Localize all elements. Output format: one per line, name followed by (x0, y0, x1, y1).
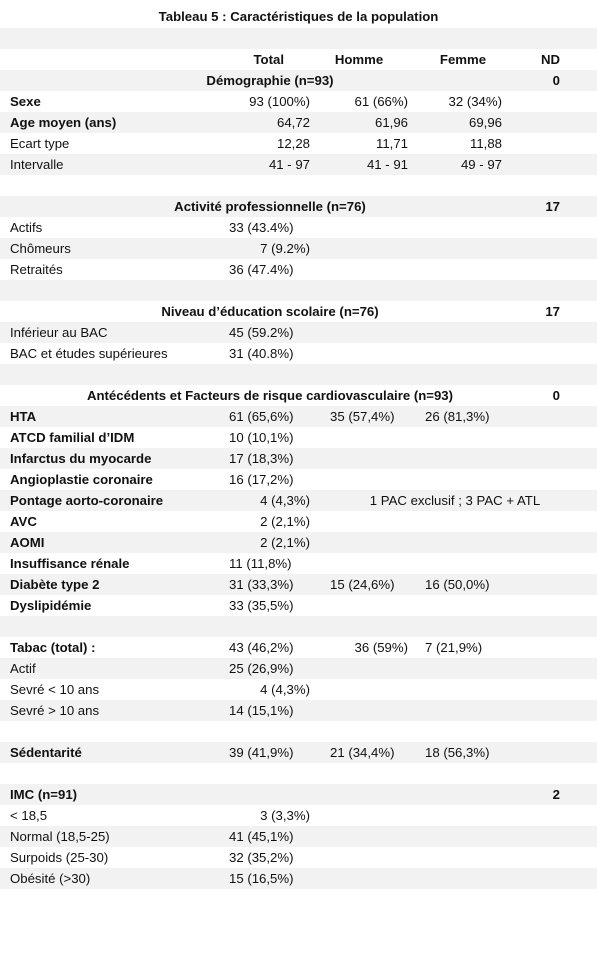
table-row (0, 112, 597, 133)
cell-total: 4 (4,3%) (260, 493, 310, 508)
row-label: HTA (10, 409, 37, 424)
row-label: Angioplastie coronaire (10, 472, 153, 487)
spacer-row (0, 721, 597, 742)
table-row (0, 322, 597, 343)
cell-total: 41 - 97 (268, 157, 310, 172)
cell-total: 12,28 (276, 136, 310, 151)
table-row (0, 154, 597, 175)
table-row (0, 868, 597, 889)
header-homme: Homme (334, 52, 384, 67)
row-label: Age moyen (ans) (10, 115, 117, 130)
cell-femme: 11,88 (469, 136, 502, 151)
table-row (0, 490, 597, 511)
row-label: Inférieur au BAC (10, 325, 108, 340)
row-label: Pontage aorto-coronaire (10, 493, 164, 508)
cell-total: 31 (33,3%) (229, 577, 294, 592)
table-row (0, 574, 597, 595)
table-row (0, 658, 597, 679)
table-row (0, 511, 597, 532)
cell-total: 4 (4,3%) (260, 682, 310, 697)
table-row (0, 133, 597, 154)
cell-femme: 32 (34%) (448, 94, 502, 109)
section-nd: 17 (545, 199, 560, 214)
spacer-row (0, 280, 597, 301)
cell-total: 25 (26,9%) (229, 661, 294, 676)
cell-homme: 61,96 (374, 115, 408, 130)
section-nd: 0 (552, 388, 560, 403)
row-label: Sevré > 10 ans (10, 703, 100, 718)
table (0, 28, 597, 889)
cell-femme: 69,96 (468, 115, 502, 130)
table-row (0, 532, 597, 553)
table-row (0, 826, 597, 847)
header-femme: Femme (439, 52, 487, 67)
section-nd: 17 (545, 304, 560, 319)
header-total: Total (253, 52, 284, 67)
cell-homme: 21 (34,4%) (330, 745, 395, 760)
table-row (0, 238, 597, 259)
row-label: Sevré < 10 ans (10, 682, 100, 697)
spacer-row (0, 28, 597, 49)
row-label: Retraités (10, 262, 63, 277)
table-row (0, 637, 597, 658)
cell-total: 7 (9.2%) (260, 241, 310, 256)
cell-homme: 11,71 (375, 136, 408, 151)
table-row (0, 595, 597, 616)
cell-total: 31 (40.8%) (229, 346, 294, 361)
cell-total: 2 (2,1%) (260, 535, 310, 550)
row-label: Actif (10, 661, 36, 676)
section-title: Activité professionnelle (n=76) (174, 199, 366, 214)
section-atcd (0, 385, 597, 406)
cell-total: 2 (2,1%) (260, 514, 310, 529)
cell-femme: 16 (50,0%) (425, 577, 490, 592)
table-row (0, 448, 597, 469)
row-label: BAC et études supérieures (10, 346, 168, 361)
section-education (0, 301, 597, 322)
row-label: AOMI (10, 535, 45, 550)
table-row (0, 742, 597, 763)
cell-note: 1 PAC exclusif ; 3 PAC + ATL (369, 493, 541, 508)
cell-homme: 61 (66%) (354, 94, 408, 109)
cell-total: 36 (47.4%) (229, 262, 294, 277)
row-label: Sexe (10, 94, 41, 109)
table-row (0, 805, 597, 826)
cell-total: 14 (15,1%) (229, 703, 294, 718)
section-demographie (0, 70, 597, 91)
section-activite (0, 196, 597, 217)
table-row (0, 469, 597, 490)
section-title: Niveau d’éducation scolaire (n=76) (161, 304, 379, 319)
section-title: Antécédents et Facteurs de risque cardiovasculaire (n=93) (86, 388, 454, 403)
cell-homme: 36 (59%) (354, 640, 408, 655)
cell-total: 17 (18,3%) (229, 451, 294, 466)
row-label: Normal (18,5-25) (10, 829, 110, 844)
cell-total: 15 (16,5%) (229, 871, 294, 886)
spacer-row (0, 175, 597, 196)
header-row (0, 49, 597, 70)
cell-homme: 35 (57,4%) (330, 409, 395, 424)
section-nd: 2 (552, 787, 560, 802)
row-label: Surpoids (25-30) (10, 850, 109, 865)
cell-homme: 41 - 91 (366, 157, 408, 172)
header-nd: ND (540, 52, 560, 67)
spacer-row (0, 763, 597, 784)
row-label: Insuffisance rénale (10, 556, 130, 571)
table-title: Tableau 5 : Caractéristiques de la population (158, 9, 439, 24)
cell-total: 43 (46,2%) (229, 640, 294, 655)
cell-total: 10 (10,1%) (229, 430, 294, 445)
cell-femme: 7 (21,9%) (425, 640, 483, 655)
row-label: Diabète type 2 (10, 577, 100, 592)
cell-total: 3 (3,3%) (260, 808, 310, 823)
section-nd: 0 (552, 73, 560, 88)
table-row (0, 91, 597, 112)
table-row (0, 343, 597, 364)
section-imc (0, 784, 597, 805)
row-label: AVC (10, 514, 37, 529)
cell-total: 39 (41,9%) (229, 745, 294, 760)
row-label: Sédentarité (10, 745, 82, 760)
row-label: IMC (n=91) (10, 787, 78, 802)
cell-femme: 18 (56,3%) (425, 745, 490, 760)
table-row (0, 847, 597, 868)
cell-total: 41 (45,1%) (229, 829, 294, 844)
spacer-row (0, 364, 597, 385)
row-label: Tabac (total) : (10, 640, 96, 655)
spacer-row (0, 616, 597, 637)
row-label: < 18,5 (10, 808, 48, 823)
cell-femme: 26 (81,3%) (425, 409, 490, 424)
cell-total: 33 (35,5%) (229, 598, 294, 613)
cell-total: 33 (43.4%) (229, 220, 294, 235)
row-label: ATCD familial d’IDM (10, 430, 135, 445)
table-row (0, 406, 597, 427)
row-label: Infarctus du myocarde (10, 451, 152, 466)
row-label: Chômeurs (10, 241, 71, 256)
table-row (0, 427, 597, 448)
table-row (0, 679, 597, 700)
row-label: Intervalle (10, 157, 64, 172)
row-label: Obésité (>30) (10, 871, 91, 886)
table-row (0, 553, 597, 574)
cell-femme: 49 - 97 (460, 157, 502, 172)
cell-total: 61 (65,6%) (229, 409, 294, 424)
cell-homme: 15 (24,6%) (330, 577, 395, 592)
cell-total: 93 (100%) (249, 94, 310, 109)
table-row (0, 217, 597, 238)
cell-total: 16 (17,2%) (229, 472, 294, 487)
row-label: Actifs (10, 220, 43, 235)
table-row (0, 700, 597, 721)
section-title: Démographie (n=93) (206, 73, 334, 88)
row-label: Ecart type (10, 136, 70, 151)
cell-total: 32 (35,2%) (229, 850, 294, 865)
cell-total: 45 (59.2%) (229, 325, 294, 340)
cell-total: 64,72 (276, 115, 310, 130)
table-row (0, 259, 597, 280)
cell-total: 11 (11,8%) (229, 556, 292, 571)
row-label: Dyslipidémie (10, 598, 92, 613)
